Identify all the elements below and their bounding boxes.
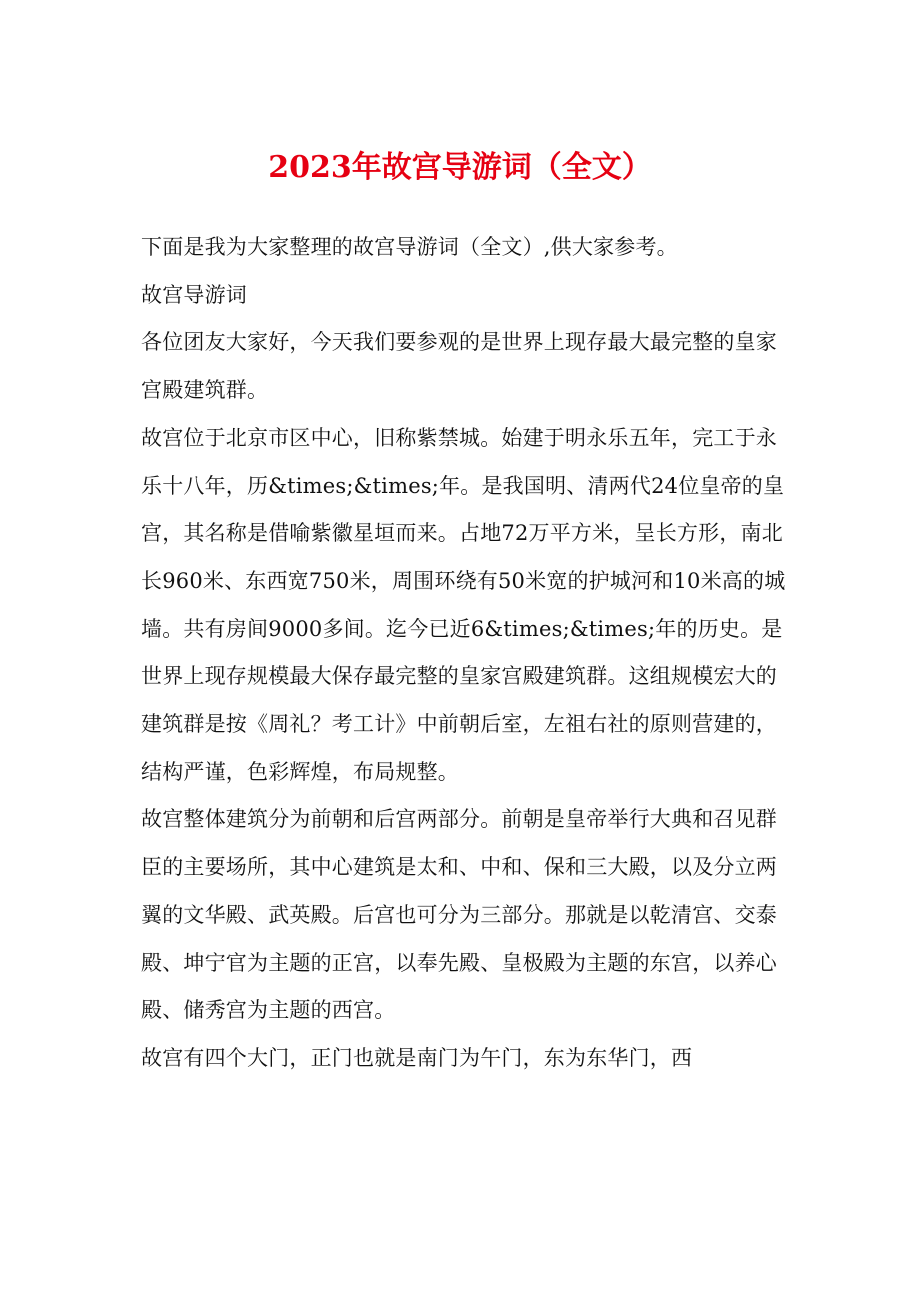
- greeting-paragraph: 各位团友大家好，今天我们要参观的是世界上现存最大最完整的皇家宫殿建筑群。: [141, 330, 777, 403]
- section-heading: 故宫导游词: [141, 282, 247, 307]
- intro-paragraph: 下面是我为大家整理的故宫导游词（全文）,供大家参考。: [141, 235, 678, 259]
- history-paragraph: 故宫位于北京市区中心，旧称紫禁城。始建于明永乐五年，完工于永乐十八年，历&times;&times;年。是我国明、清两代24位皇帝的皇宫，其名称是借喻紫徽星垣而来。占地72万平方米，呈长方形，南北长960米、东西宽750米，周围环绕有50米宽的护城河和10米高的城墙。共有房间9000多间。迄今已近6&times;&times;年的历史。是世界上现存规模最大保存最完整的皇家宫殿建筑群。这组规模宏大的建筑群是按《周礼？考工计》中前朝后室，左祖右社的原则营建的，结构严谨，色彩辉煌，布局规整。: [141, 425, 786, 784]
- layout-paragraph: 故宫整体建筑分为前朝和后宫两部分。前朝是皇帝举行大典和召见群臣的主要场所，其中心建筑是太和、中和、保和三大殿，以及分立两翼的文华殿、武英殿。后宫也可分为三部分。那就是以乾清宫、交泰殿、坤宁官为主题的正宫，以奉先殿、皇极殿为主题的东宫，以养心殿、储秀宫为主题的西宫。: [141, 807, 777, 1023]
- document-body: [141, 224, 786, 1083]
- document-title: 2023年故宫导游词（全文）: [268, 150, 652, 185]
- gates-paragraph: 故宫有四个大门，正门也就是南门为午门，东为东华门，西: [141, 1045, 693, 1070]
